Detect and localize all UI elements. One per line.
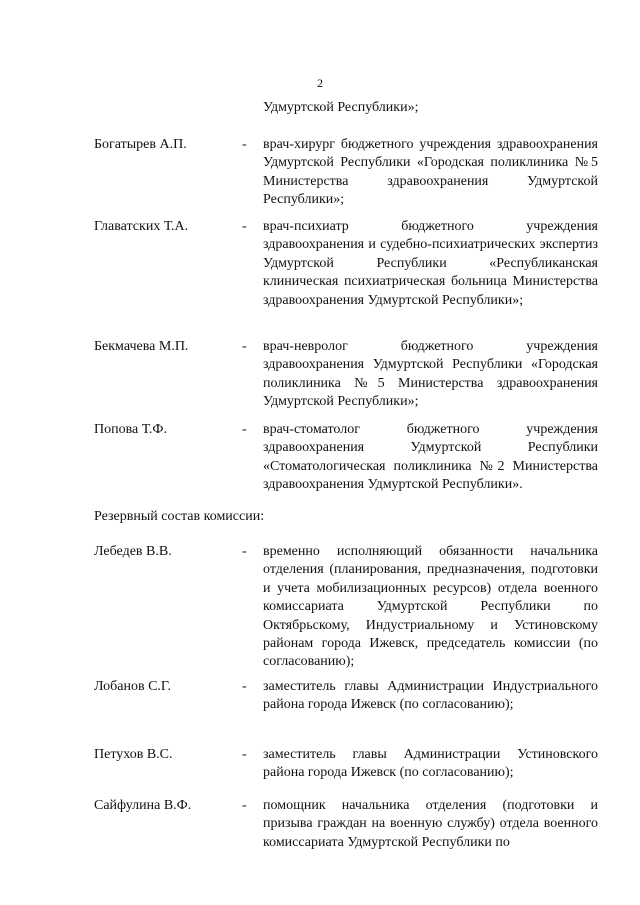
member-description: помощник начальника отделения (подготовки и призыва граждан на военную службу) отдела военного комиссариата Удмуртской Республики по (263, 798, 598, 850)
member-dash: - (242, 339, 247, 354)
member-description: заместитель главы Администрации Индустриального района города Ижевск (по согласованию); (263, 679, 598, 713)
member-name: Главатских Т.А. (94, 219, 189, 234)
member-dash: - (242, 679, 247, 694)
member-dash: - (242, 137, 247, 152)
page-number: 2 (317, 76, 323, 90)
member-name: Богатырев А.П. (94, 137, 187, 152)
member-name: Лебедев В.В. (94, 544, 172, 559)
member-description: временно исполняющий обязанности начальника отделения (планирования, предназначения, подготовки и учета мобилизационных ресурсов) отдела военного комиссариата Удмуртской Республики по Октябрьскому, Индустриальному и Устиновскому районам города Ижевск, председатель комиссии (по согласованию); (263, 544, 598, 670)
member-dash: - (242, 544, 247, 559)
member-description: заместитель главы Администрации Устиновского района города Ижевск (по согласованию); (263, 747, 598, 781)
member-description: врач-стоматолог бюджетного учреждения здравоохранения Удмуртской Республики «Стоматологическая поликлиника №2 Министерства здравоохранения Удмуртской Республики». (263, 422, 598, 493)
member-dash: - (242, 422, 247, 437)
member-dash: - (242, 219, 247, 234)
member-description: врач-невролог бюджетного учреждения здравоохранения Удмуртской Республики «Городская поликлиника №5 Министерства здравоохранения Удмуртской Республики»; (263, 339, 598, 410)
member-dash: - (242, 798, 247, 813)
member-name: Бекмачева М.П. (94, 339, 189, 354)
member-name: Петухов В.С. (94, 747, 173, 762)
member-name: Сайфулина В.Ф. (94, 798, 192, 813)
member-name: Лобанов С.Г. (94, 679, 171, 694)
member-description: врач-психиатр бюджетного учреждения здравоохранения и судебно-психиатрических экспертиз Удмуртской Республики «Республиканская клиническая психиатрическая больница Министерства здравоохранения Удмуртской Республики»; (263, 219, 598, 308)
member-description: врач-хирург бюджетного учреждения здравоохранения Удмуртской Республики «Городская поликлиника №5 Министерства здравоохранения Удмуртской Республики»; (263, 137, 598, 208)
reserve-section-title: Резервный состав комиссии: (94, 509, 265, 524)
member-name: Попова Т.Ф. (94, 422, 167, 437)
continuation-text: Удмуртской Республики»; (263, 100, 419, 115)
member-dash: - (242, 747, 247, 762)
